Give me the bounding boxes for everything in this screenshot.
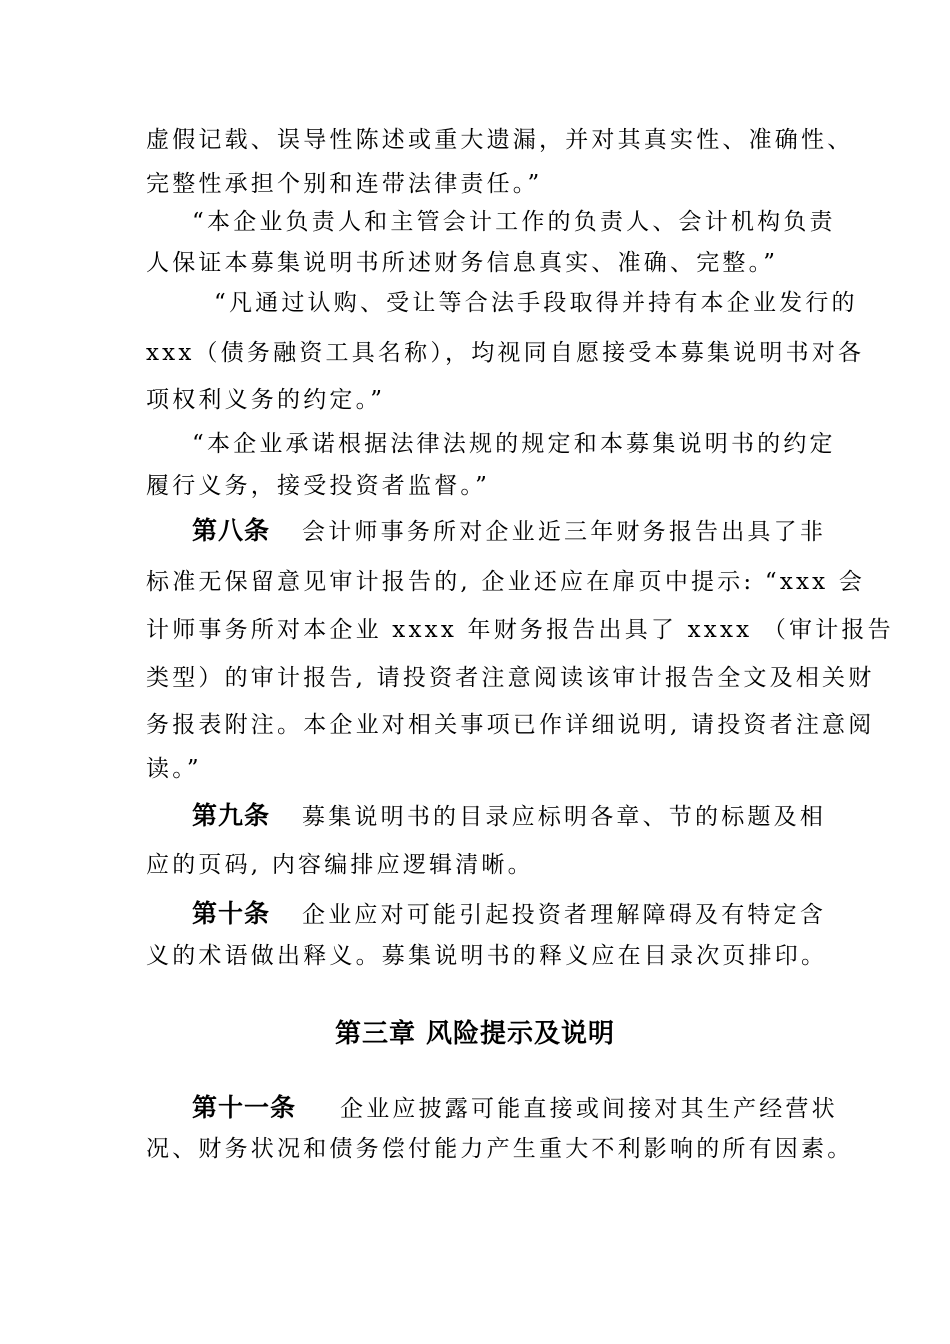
text-line: “凡通过认购、受让等合法手段取得并持有本企业发行的 (214, 290, 858, 316)
article-label: 第九条 (192, 801, 271, 830)
article-text: 募集说明书的目录应标明各章、节的标题及相 (302, 804, 827, 830)
article-text: 企业应披露可能直接或间接对其生产经营状 (340, 1096, 838, 1122)
text-line: 项权利义务的约定。” (146, 387, 386, 413)
article-label: 第八条 (192, 516, 271, 545)
text-line: 虚假记载、误导性陈述或重大遗漏，并对其真实性、准确性、 (146, 127, 854, 153)
article-8-first-line (192, 515, 856, 548)
text-line: 人保证本募集说明书所述财务信息真实、准确、完整。” (146, 250, 779, 276)
text-line: 应的页码, 内容编排应逻辑清晰。 (146, 852, 534, 878)
article-9-first-line (192, 800, 856, 833)
article-text: 会计师事务所对企业近三年财务报告出具了非 (302, 519, 827, 545)
text-line: “本企业承诺根据法律法规的规定和本募集说明书的约定 (192, 431, 836, 457)
text-line: 标准无保留意见审计报告的, 企业还应在扉页中提示: “xxx 会 (146, 569, 866, 595)
article-label: 第十条 (192, 899, 271, 928)
text-line: 读。” (146, 756, 202, 782)
article-11-first-line (192, 1092, 856, 1125)
article-10-first-line (192, 898, 856, 931)
text-line: 况、财务状况和债务偿付能力产生重大不利影响的所有因素。 (146, 1136, 854, 1162)
text-line: 类型）的审计报告, 请投资者注意阅读该审计报告全文及相关财 (146, 665, 875, 691)
text-line: “本企业负责人和主管会计工作的负责人、会计机构负责 (192, 209, 836, 235)
article-label: 第十一条 (192, 1093, 297, 1122)
text-line: 履行义务，接受投资者监督。” (146, 473, 491, 499)
chapter-title: 第三章 风险提示及说明 (334, 1019, 616, 1049)
text-line: 义的术语做出释义。募集说明书的释义应在目录次页排印。 (146, 943, 828, 969)
text-line: 完整性承担个别和连带法律责任。” (146, 171, 543, 197)
text-line: 计师事务所对本企业 xxxx 年财务报告出具了 xxxx （审计报告 (146, 617, 894, 643)
text-line: 务报表附注。本企业对相关事项已作详细说明, 请投资者注意阅 (146, 712, 875, 738)
article-text: 企业应对可能引起投资者理解障碍及有特定含 (302, 902, 827, 928)
text-line: xxx（债务融资工具名称），均视同自愿接受本募集说明书对各 (146, 340, 865, 366)
